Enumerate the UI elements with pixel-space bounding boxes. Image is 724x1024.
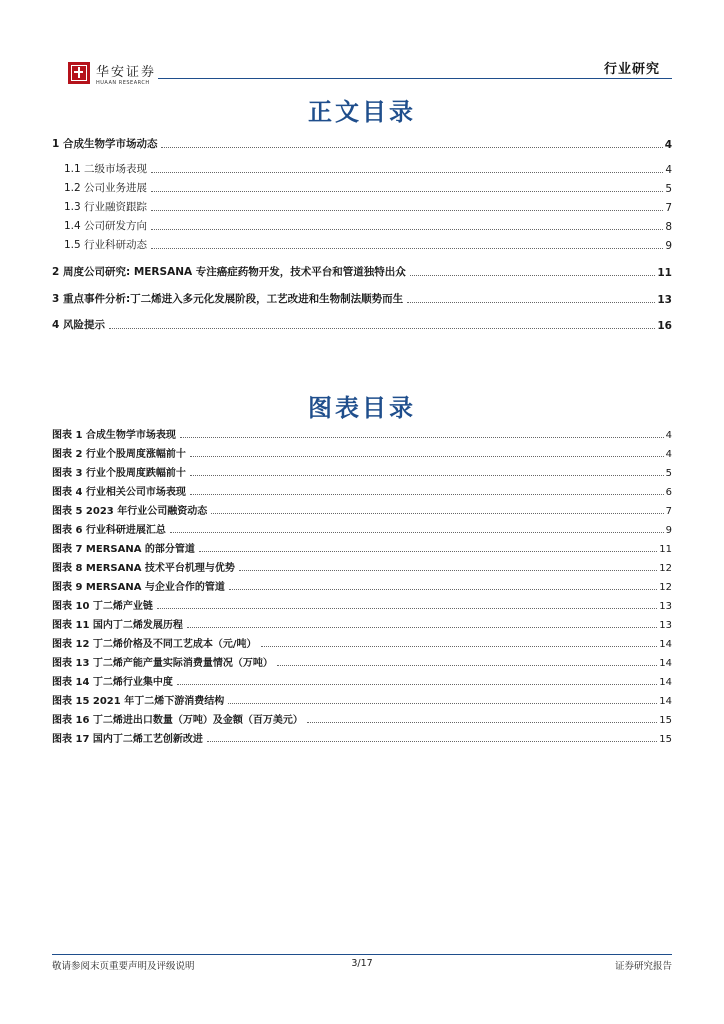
header-divider	[158, 78, 672, 79]
toc-item-label: 1.4 公司研发方向	[64, 220, 148, 232]
brand-name: 华安证券	[96, 65, 157, 80]
toc-item-label: 1 合成生物学市场动态	[52, 138, 158, 150]
figure-item[interactable]	[52, 634, 672, 650]
toc-title: 正文目录	[308, 98, 416, 126]
toc-item[interactable]	[64, 160, 672, 176]
brand-name-en: HUAAN RESEARCH	[96, 80, 150, 86]
footer-doc-type: 证券研究报告	[614, 961, 672, 972]
toc-item-page: 4	[665, 164, 672, 176]
figure-item[interactable]	[52, 672, 672, 688]
figure-item-label: 图表 10 丁二烯产业链	[52, 601, 153, 612]
figure-item-label: 图表 3 行业个股周度跌幅前十	[52, 468, 186, 479]
figure-item-page: 6	[665, 487, 672, 498]
toc-item-label: 2 周度公司研究: MERSANA 专注癌症药物开发，技术平台和管道独特出众	[52, 266, 406, 278]
figure-item[interactable]	[52, 615, 672, 631]
toc-item-page: 7	[665, 202, 672, 214]
figure-item-page: 5	[665, 468, 672, 479]
toc-item[interactable]	[64, 236, 672, 252]
page-header	[0, 0, 724, 90]
figure-item-label: 图表 13 丁二烯产能产量实际消费量情况（万吨）	[52, 658, 273, 669]
figure-item[interactable]	[52, 691, 672, 707]
toc-item[interactable]	[64, 198, 672, 214]
figure-item-page: 15	[659, 734, 672, 745]
toc-item-page: 5	[665, 183, 672, 195]
toc-item[interactable]	[64, 217, 672, 233]
figure-item-page: 9	[665, 525, 672, 536]
toc-item-page: 13	[657, 294, 672, 306]
figure-item-page: 4	[665, 430, 672, 441]
toc-item-label: 1.1 二级市场表现	[64, 163, 148, 175]
figure-item-page: 12	[659, 563, 672, 574]
figure-item[interactable]	[52, 425, 672, 441]
toc-item-label: 4 风险提示	[52, 319, 105, 331]
figures-title: 图表目录	[308, 394, 416, 422]
figure-item-page: 14	[659, 696, 672, 707]
figure-item[interactable]	[52, 501, 672, 517]
figure-item-page: 7	[665, 506, 672, 517]
figure-item[interactable]	[52, 596, 672, 612]
figure-item-label: 图表 8 MERSANA 技术平台机理与优势	[52, 563, 235, 574]
figure-item-page: 14	[659, 658, 672, 669]
figure-item-page: 12	[659, 582, 672, 593]
toc-item-label: 1.2 公司业务进展	[64, 182, 148, 194]
page-number: 3/17	[351, 958, 373, 969]
toc-item-page: 4	[664, 139, 672, 151]
toc-item[interactable]	[52, 135, 672, 151]
toc-item[interactable]	[64, 179, 672, 195]
figure-item[interactable]	[52, 577, 672, 593]
toc-item[interactable]	[52, 316, 672, 332]
figure-item-page: 14	[659, 677, 672, 688]
figure-item-page: 14	[659, 639, 672, 650]
toc-item-page: 16	[657, 320, 672, 332]
figure-item-label: 图表 17 国内丁二烯工艺创新改进	[52, 734, 203, 745]
figure-item[interactable]	[52, 444, 672, 460]
figure-item-label: 图表 5 2023 年行业公司融资动态	[52, 506, 208, 517]
toc-item-label: 1.5 行业科研动态	[64, 239, 148, 251]
figure-item[interactable]	[52, 482, 672, 498]
toc-item[interactable]	[52, 290, 672, 306]
figure-item-label: 图表 4 行业相关公司市场表现	[52, 487, 186, 498]
toc-item-page: 11	[657, 267, 672, 279]
figure-item-page: 11	[659, 544, 672, 555]
brand-logo-icon	[68, 62, 90, 84]
toc-item-label: 1.3 行业融资跟踪	[64, 201, 148, 213]
report-category: 行业研究	[603, 62, 660, 77]
toc-item-page: 8	[665, 221, 672, 233]
figure-item-label: 图表 9 MERSANA 与企业合作的管道	[52, 582, 225, 593]
figure-item[interactable]	[52, 729, 672, 745]
figure-item-label: 图表 6 行业科研进展汇总	[52, 525, 166, 536]
figure-item[interactable]	[52, 558, 672, 574]
figure-item-label: 图表 14 丁二烯行业集中度	[52, 677, 173, 688]
figure-item[interactable]	[52, 463, 672, 479]
figure-item-label: 图表 1 合成生物学市场表现	[52, 430, 176, 441]
footer-disclaimer: 敬请参阅末页重要声明及评级说明	[52, 961, 195, 972]
figure-item-label: 图表 7 MERSANA 的部分管道	[52, 544, 195, 555]
figure-item-label: 图表 16 丁二烯进出口数量（万吨）及金额（百万美元）	[52, 715, 303, 726]
figure-item-label: 图表 11 国内丁二烯发展历程	[52, 620, 183, 631]
figure-item-label: 图表 2 行业个股周度涨幅前十	[52, 449, 186, 460]
toc-item[interactable]	[52, 263, 672, 279]
figure-item[interactable]	[52, 653, 672, 669]
figure-item-label: 图表 15 2021 年丁二烯下游消费结构	[52, 696, 225, 707]
toc-item-label: 3 重点事件分析:丁二烯进入多元化发展阶段，工艺改进和生物制法顺势而生	[52, 293, 404, 305]
figure-item[interactable]	[52, 710, 672, 726]
figure-item-page: 15	[659, 715, 672, 726]
figure-item-page: 13	[659, 620, 672, 631]
footer-divider	[52, 954, 672, 955]
figure-item[interactable]	[52, 520, 672, 536]
toc-item-page: 9	[665, 240, 672, 252]
figure-item-label: 图表 12 丁二烯价格及不同工艺成本（元/吨）	[52, 639, 257, 650]
figure-item[interactable]	[52, 539, 672, 555]
figure-item-page: 13	[659, 601, 672, 612]
figure-item-page: 4	[665, 449, 672, 460]
